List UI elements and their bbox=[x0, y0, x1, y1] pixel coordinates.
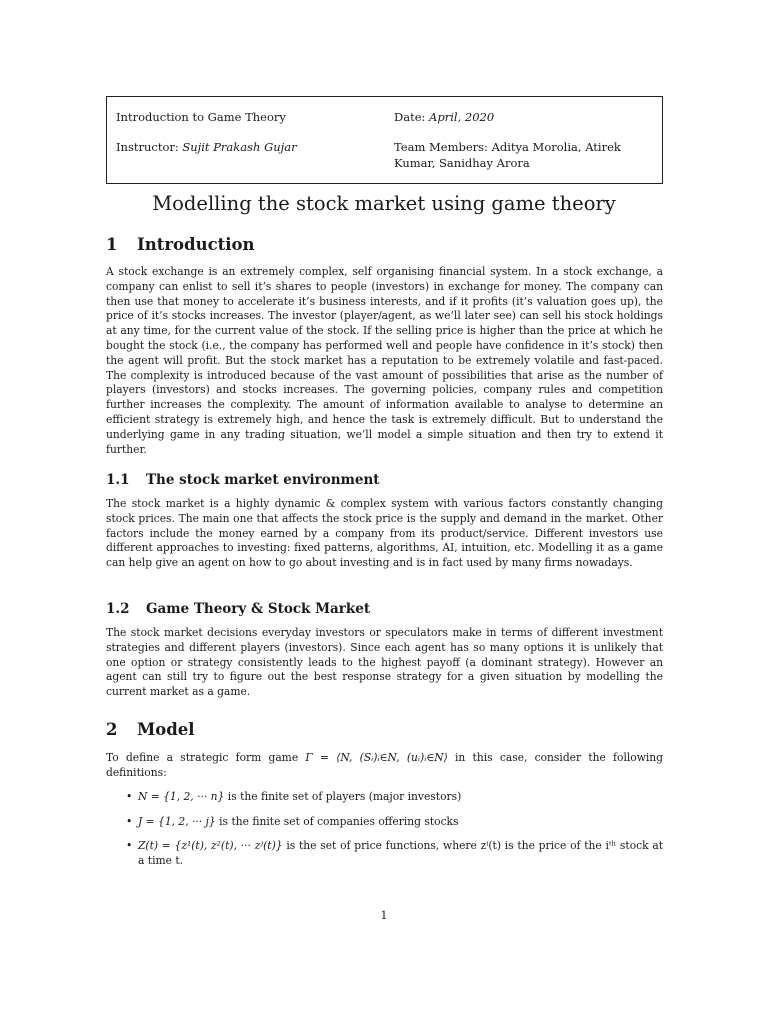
course-header-box bbox=[106, 96, 663, 184]
instructor-line bbox=[116, 139, 297, 155]
subsection-number: 1.2 bbox=[106, 601, 130, 617]
date-value: April, 2020 bbox=[429, 110, 495, 124]
subsection-heading-environment bbox=[106, 471, 380, 489]
strategic-form-formula: Γ = ⟨N, (Sᵢ)ᵢ∈N, (uᵢ)ᵢ∈N⟩ bbox=[305, 751, 448, 764]
game-theory-paragraph: The stock market decisions everyday investors or speculators make in terms of different investment strategies and different players (investors). Since each agent has so many options it is unlikely that one option or strategy consistently leads to the highest payoff (a dominant strategy). However an agent can still try to figure out the best response strategy for a given situation by modelling the current market as a game. bbox=[106, 626, 663, 699]
bullet-icon: • bbox=[126, 790, 133, 803]
date-line bbox=[394, 109, 494, 125]
definition-text: is the set of price functions, where zⁱ(t) is the price of the iᵗʰ stock at a time t. bbox=[138, 839, 664, 867]
definition-math: Z(t) = {z¹(t), z²(t), ··· zʲ(t)} bbox=[138, 839, 283, 852]
definition-math: J = {1, 2, ··· j} bbox=[138, 815, 216, 828]
bullet-icon: • bbox=[126, 839, 133, 852]
subsection-title: The stock market environment bbox=[146, 472, 380, 488]
subsection-heading-game-theory bbox=[106, 600, 370, 618]
introduction-paragraph: A stock exchange is an extremely complex, self organising financial system. In a stock exchange, a company can enlist to sell it’s shares to people (investors) in exchange for money. The company can then use that money to accelerate it’s business interests, and if it profits (it’s valuation goes up), the price of it’s stocks increases. The investor (player/agent, as we’ll later see) can sell his stock holdings at any time, for the current value of the stock. If the selling price is higher than the price at which he bought the stock (i.e., the company has performed well and people have confidence in it’s stock) then the agent will profit. But the stock market has a reputation to be extremely volatile and fast-paced. The complexity is introduced because of the vast amount of possibilities that arise as the number of players (investors) and stocks increases. The governing policies, company rules and competition further increases the complexity. The amount of information available to analyse to determine an efficient strategy is extremely high, and hence the task is extremely difficult. But to understand the underlying game in any trading situation, we’ll model a simple situation and then try to extend it further. bbox=[106, 265, 663, 456]
definition-math: N = {1, 2, ··· n} bbox=[138, 790, 225, 803]
course-name: Introduction to Game Theory bbox=[116, 110, 286, 124]
model-intro-before: To define a strategic form game bbox=[106, 751, 299, 764]
subsection-number: 1.1 bbox=[106, 472, 130, 488]
definition-text: is the finite set of players (major investors) bbox=[227, 790, 462, 803]
model-intro-after: in this case, consider the following definitions: bbox=[106, 751, 664, 779]
section-heading-introduction bbox=[106, 234, 255, 256]
subsection-title: Game Theory & Stock Market bbox=[146, 601, 371, 617]
section-number: 1 bbox=[106, 235, 118, 254]
model-intro-paragraph bbox=[106, 751, 663, 781]
section-heading-model bbox=[106, 719, 195, 741]
environment-paragraph: The stock market is a highly dynamic & complex system with various factors constantly changing stock prices. The main one that affects the stock price is the supply and demand in the market. Other factors include the money earned by a company from its product/service. Different investors use different approaches to investing: fixed patterns, algorithms, AI, intuition, etc. Modelling it as a game can help give an agent on how to go about investing and is in fact used by many firms nowadays. bbox=[106, 497, 663, 570]
date-label: Date: bbox=[394, 110, 426, 124]
bullet-icon: • bbox=[126, 815, 133, 828]
instructor-name: Sujit Prakash Gujar bbox=[182, 140, 297, 154]
section-number: 2 bbox=[106, 720, 118, 739]
page-number: 1 bbox=[380, 909, 388, 922]
instructor-label: Instructor: bbox=[116, 140, 179, 154]
definition-text: is the finite set of companies offering stocks bbox=[219, 815, 459, 828]
paper-title: Modelling the stock market using game theory bbox=[152, 192, 616, 215]
section-title: Introduction bbox=[137, 235, 255, 254]
team-members: Team Members: Aditya Morolia, Atirek Kumar, Sanidhay Arora bbox=[394, 140, 621, 170]
section-title: Model bbox=[137, 720, 195, 739]
